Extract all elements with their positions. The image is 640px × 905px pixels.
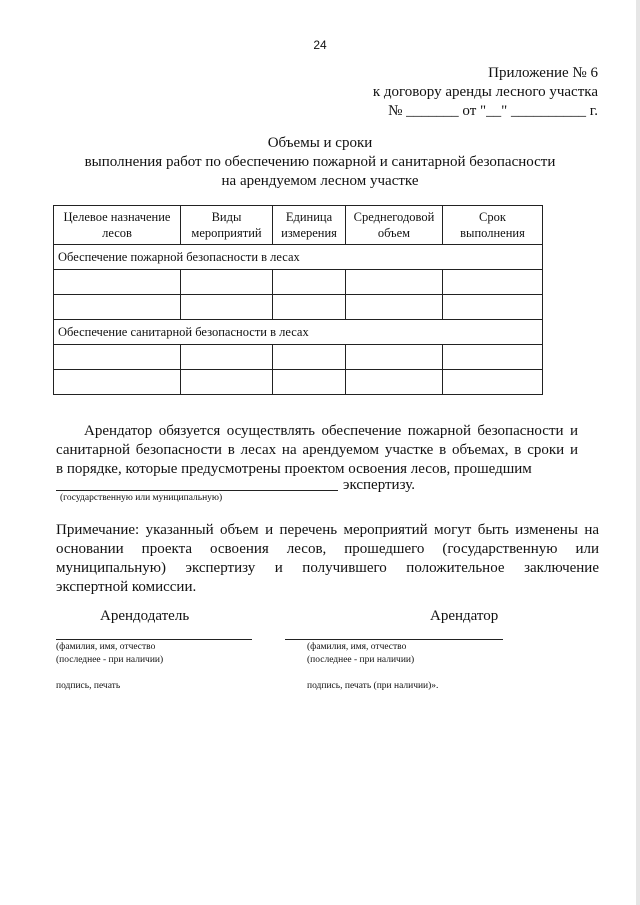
- lessor-title: Арендодатель: [100, 608, 190, 624]
- table-row: [54, 345, 543, 370]
- table-row: [54, 370, 543, 395]
- lessee-name-line: [285, 639, 503, 640]
- col-header-volume: Среднегодовой объем: [346, 206, 443, 245]
- col-header-purpose: Целевое назначение лесов: [54, 206, 181, 245]
- obligation-line-4: экспертизу.: [343, 477, 415, 493]
- note-line-1: Примечание: указанный объем и перечень мероприятий могут быть изменены на: [56, 522, 599, 538]
- note-line-2: основании проекта освоения лесов, прошедшего (государственную или: [56, 541, 599, 557]
- volumes-table: [53, 205, 543, 395]
- lessor-name-caption-2: (последнее - при наличии): [56, 655, 164, 665]
- appendix-contract: к договору аренды лесного участка: [372, 84, 598, 100]
- lessee-sign-caption: подпись, печать (при наличии)».: [307, 681, 439, 691]
- appendix-label: Приложение № 6: [488, 65, 598, 81]
- note-line-3: муниципальную) экспертизу и получившего положительное заключение: [56, 560, 599, 576]
- table-section-fire: Обеспечение пожарной безопасности в лесах: [54, 245, 543, 270]
- col-header-unit: Единица измерения: [273, 206, 346, 245]
- lessee-title: Арендатор: [430, 608, 499, 624]
- lessor-name-line: [56, 639, 252, 640]
- obligation-line-3: в порядке, которые предусмотрены проектом освоения лесов, прошедшим: [56, 461, 532, 477]
- table-section-sanitary: Обеспечение санитарной безопасности в лесах: [54, 320, 543, 345]
- lessor-name-caption: (фамилия, имя, отчество: [56, 642, 156, 652]
- obligation-line-1: Арендатор обязуется осуществлять обеспечение пожарной безопасности и: [84, 423, 578, 439]
- lessor-sign-caption: подпись, печать: [56, 681, 121, 691]
- doc-subtitle-2: на арендуемом лесном участке: [221, 173, 419, 189]
- appendix-contract-number: № _______ от "__" __________ г.: [388, 103, 598, 119]
- note-line-4: экспертной комиссии.: [56, 579, 197, 595]
- expertise-type-caption: (государственную или муниципальную): [60, 493, 223, 503]
- doc-subtitle: выполнения работ по обеспечению пожарной и санитарной безопасности: [84, 154, 556, 170]
- page-number: 24: [313, 38, 327, 52]
- lessee-name-caption: (фамилия, имя, отчество: [307, 642, 407, 652]
- col-header-deadline: Срок выполнения: [443, 206, 543, 245]
- table-header-row: [54, 206, 543, 245]
- lessee-name-caption-2: (последнее - при наличии): [307, 655, 415, 665]
- expertise-type-blank: [56, 490, 338, 491]
- table-row: [54, 270, 543, 295]
- table-row: [54, 295, 543, 320]
- col-header-activities: Виды мероприятий: [181, 206, 273, 245]
- obligation-line-2: санитарной безопасности в лесах на арендуемом участке в объемах, в сроки и: [56, 442, 578, 458]
- doc-title: Объемы и сроки: [267, 135, 373, 151]
